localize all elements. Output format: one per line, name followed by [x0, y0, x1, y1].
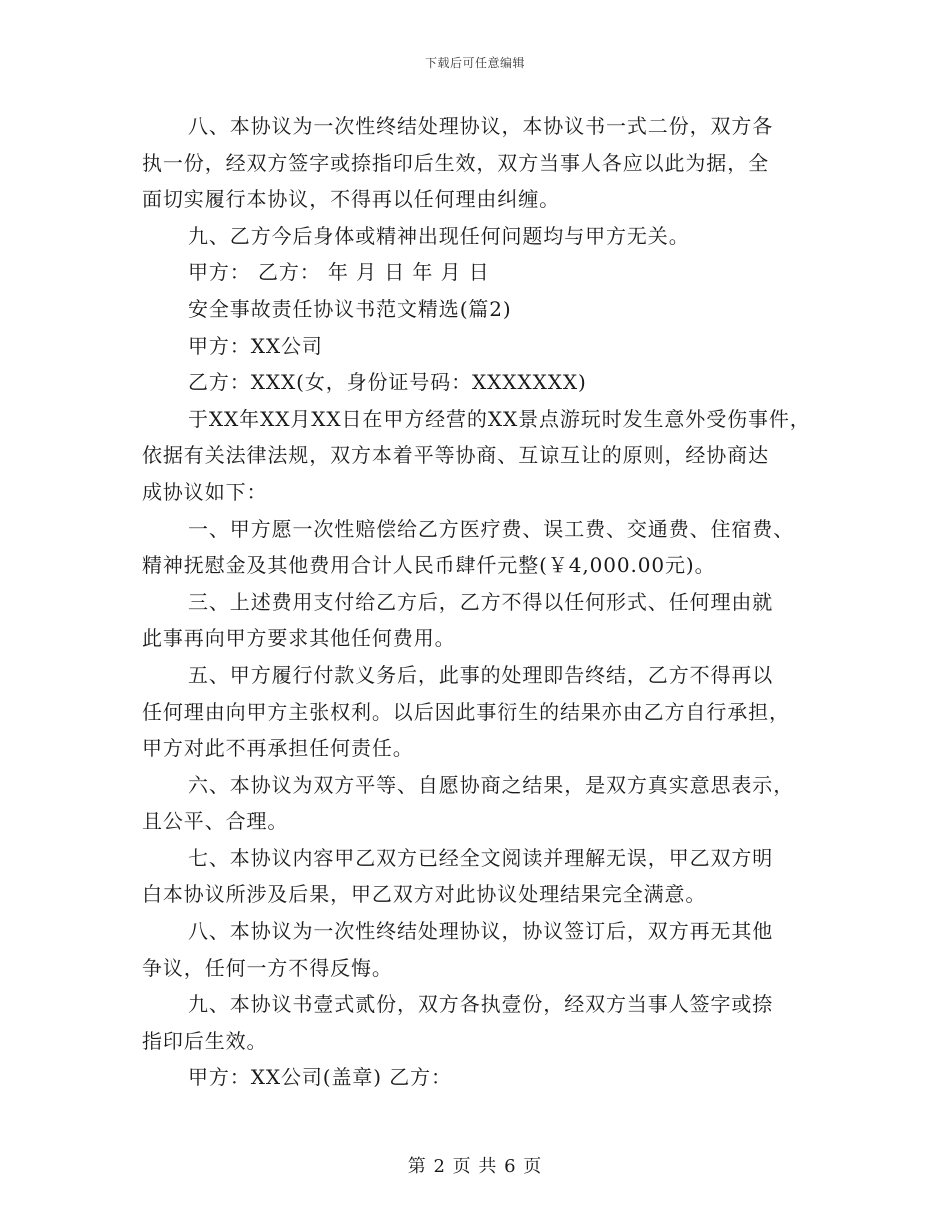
text-line: 依据有关法律法规，双方本着平等协商、互谅互让的原则，经协商达 — [142, 443, 769, 468]
text-line: 精神抚慰金及其他费用合计人民币肆仟元整(￥4,000.00元)。 — [142, 553, 716, 578]
page-footer: 第 2 页 共 6 页 — [407, 1156, 543, 1177]
text-line: 白本协议所涉及后果，甲乙双方对此协议处理结果完全满意。 — [142, 882, 707, 907]
text-line: 且公平、合理。 — [142, 809, 289, 834]
text-line: 一、甲方愿一次性赔偿给乙方医疗费、误工费、交通费、住宿费、 — [188, 516, 795, 541]
party-a-line: 甲方：XX公司 — [188, 333, 323, 358]
text-line: 九、本协议书壹式贰份，双方各执壹份，经双方当事人签字或捺 — [188, 992, 774, 1017]
text-line: 于XX年XX月XX日在甲方经营的XX景点游玩时发生意外受伤事件， — [188, 406, 811, 431]
text-line: 六、本协议为双方平等、自愿协商之结果，是双方真实意思表示， — [188, 772, 795, 797]
text-line: 九、乙方今后身体或精神出现任何问题均与甲方无关。 — [188, 223, 690, 248]
party-b-line: 乙方：XXX(女，身份证号码：XXXXXXX) — [188, 370, 587, 395]
text-line: 甲方对此不再承担任何责任。 — [142, 736, 414, 761]
text-line: 八、本协议为一次性终结处理协议，协议签订后，双方再无其他 — [188, 919, 774, 944]
text-line: 三、上述费用支付给乙方后，乙方不得以任何形式、任何理由就 — [188, 589, 774, 614]
text-line: 八、本协议为一次性终结处理协议，本协议书一式二份，双方各 — [188, 114, 774, 138]
text-line: 面切实履行本协议，不得再以任何理由纠缠。 — [142, 187, 560, 212]
text-line: 执一份，经双方签字或捺指印后生效，双方当事人各应以此为据，全 — [142, 150, 769, 175]
text-line: 此事再向甲方要求其他任何费用。 — [142, 626, 456, 651]
document-body — [142, 108, 822, 1096]
signature-date-line: 甲方： 乙方： 年 月 日 年 月 日 — [188, 260, 490, 285]
page-header: 下载后可任意编辑 — [424, 56, 525, 70]
text-line: 七、本协议内容甲乙双方已经全文阅读并理解无误，甲乙双方明 — [188, 845, 774, 870]
text-line: 争议，任何一方不得反悔。 — [142, 955, 393, 980]
text-line: 五、甲方履行付款义务后，此事的处理即告终结，乙方不得再以 — [188, 662, 774, 687]
text-line: 成协议如下： — [142, 479, 268, 504]
signature-line: 甲方：XX公司(盖章) 乙方： — [188, 1065, 452, 1090]
text-line: 任何理由向甲方主张权利。以后因此事衍生的结果亦由乙方自行承担， — [142, 699, 790, 724]
section-title: 安全事故责任协议书范文精选(篇2) — [188, 296, 512, 321]
text-line: 指印后生效。 — [142, 1028, 268, 1053]
